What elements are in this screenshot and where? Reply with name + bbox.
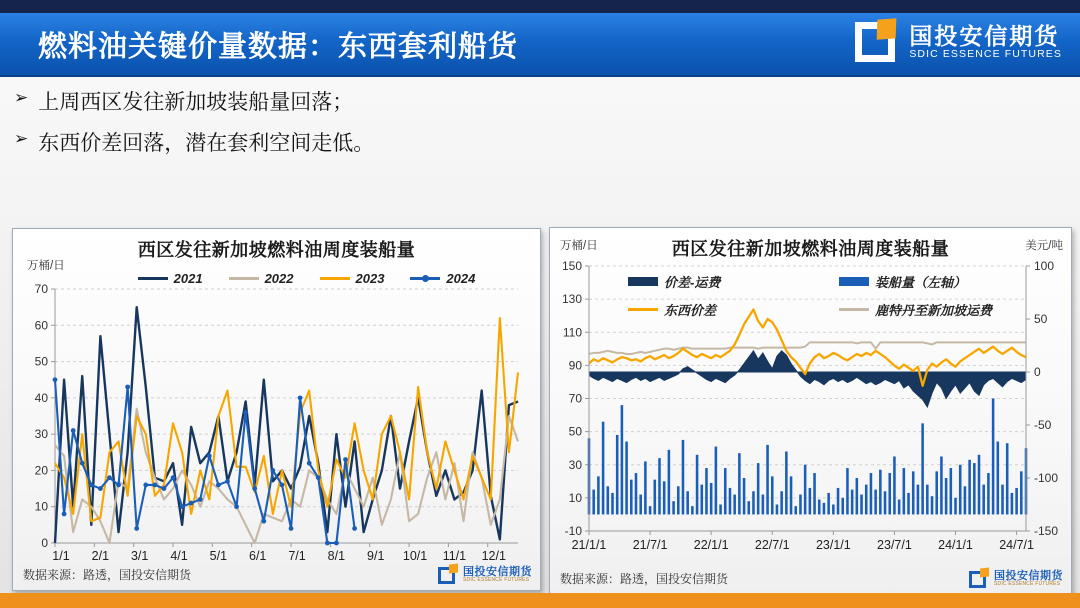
svg-text:10: 10 (34, 499, 48, 514)
svg-text:50: 50 (34, 354, 48, 369)
bullet-list (14, 86, 374, 168)
svg-text:22/1/1: 22/1/1 (693, 538, 729, 552)
line-chart-svg (21, 281, 526, 569)
footer-logo-icon (969, 568, 989, 589)
legend-label: 2023 (355, 271, 385, 286)
svg-text:20: 20 (34, 463, 48, 478)
svg-text:0: 0 (1034, 365, 1041, 379)
svg-text:30: 30 (568, 457, 582, 472)
bullet-text: 上周西区发往新加坡装船量回落； (38, 91, 354, 114)
svg-text:10: 10 (568, 490, 582, 505)
legend-label: 东西价差 (664, 303, 717, 318)
svg-text:11/1: 11/1 (442, 549, 467, 563)
svg-text:24/1/1: 24/1/1 (938, 538, 973, 552)
svg-text:0: 0 (41, 536, 48, 550)
bottom-accent-bar (0, 593, 1080, 608)
svg-text:21/7/1: 21/7/1 (632, 538, 668, 552)
bullet-item (14, 127, 374, 157)
svg-text:3/1: 3/1 (130, 549, 149, 563)
svg-text:5/1: 5/1 (209, 549, 228, 563)
legend-label: 鹿特丹至新加坡运费 (875, 303, 993, 318)
data-source-note: 数据来源：路透，国投安信期货 (560, 572, 729, 586)
bullet-text: 东西价差回落，潜在套利空间走低。 (38, 132, 375, 155)
company-logo-icon (853, 19, 897, 65)
legend-label: 装船量（左轴） (875, 275, 967, 290)
svg-text:90: 90 (568, 358, 582, 373)
svg-text:6/1: 6/1 (249, 549, 267, 563)
company-name-cn: 国投安信期货 (909, 23, 1060, 50)
top-strip (0, 0, 1080, 13)
svg-text:10/1: 10/1 (402, 549, 428, 563)
svg-text:100: 100 (1034, 259, 1055, 273)
svg-text:2/1: 2/1 (91, 549, 110, 563)
weekly-shipments-line-chart-card (12, 228, 541, 591)
card-footer (23, 564, 532, 585)
svg-text:-10: -10 (564, 524, 582, 538)
bullet-item (14, 86, 374, 116)
page-title-rest: 关键价量数据：东西套利船货 (128, 30, 519, 63)
legend-label: 2021 (173, 271, 203, 286)
svg-text:110: 110 (562, 325, 582, 340)
svg-text:8/1: 8/1 (327, 549, 346, 563)
svg-text:23/7/1: 23/7/1 (877, 538, 912, 552)
svg-text:12/1: 12/1 (481, 549, 506, 563)
spread-combo-chart-card (549, 227, 1072, 595)
svg-text:-150: -150 (1034, 524, 1059, 538)
svg-text:22/7/1: 22/7/1 (754, 538, 790, 552)
page-title-keyword: 燃料油 (38, 30, 129, 63)
svg-text:-100: -100 (1034, 471, 1059, 485)
svg-text:40: 40 (34, 390, 48, 405)
svg-text:70: 70 (568, 391, 582, 406)
footer-logo: 国投安信期货 SDIC ESSENCE FUTURES (438, 564, 532, 585)
svg-text:130: 130 (561, 292, 582, 307)
footer-logo-icon (438, 564, 458, 585)
svg-text:50: 50 (1034, 312, 1048, 326)
legend-swatch (229, 277, 259, 280)
svg-text:50: 50 (568, 424, 582, 439)
company-name-en: SDIC ESSENCE FUTURES (909, 47, 1062, 60)
svg-text:60: 60 (34, 318, 48, 333)
right-axis-unit-label: 美元/吨 (1025, 240, 1063, 252)
svg-text:1/1: 1/1 (52, 549, 70, 563)
bullet-arrow-icon: ➢ (14, 88, 29, 107)
company-logo (853, 19, 1062, 65)
page-title (38, 24, 518, 65)
svg-text:70: 70 (34, 282, 48, 296)
svg-text:23/1/1: 23/1/1 (815, 538, 851, 552)
legend-label: 2022 (264, 271, 294, 286)
left-axis-unit-label: 万桶/日 (560, 240, 598, 252)
y-axis-unit-label: 万桶/日 (27, 260, 65, 272)
legend-swatch (410, 277, 440, 280)
card-footer (560, 568, 1063, 589)
legend-swatch (320, 277, 350, 280)
svg-text:24/7/1: 24/7/1 (999, 538, 1034, 552)
combo-chart-svg (553, 258, 1068, 563)
slide-header (0, 13, 1080, 77)
svg-text:4/1: 4/1 (170, 549, 188, 563)
footer-logo: 国投安信期货 SDIC ESSENCE FUTURES (969, 568, 1063, 589)
data-source-note: 数据来源：路透，国投安信期货 (23, 568, 192, 582)
bullet-arrow-icon: ➢ (14, 129, 29, 148)
svg-text:-50: -50 (1034, 418, 1052, 432)
svg-text:7/1: 7/1 (288, 549, 306, 563)
legend-swatch (138, 277, 168, 280)
svg-text:150: 150 (561, 259, 582, 273)
chart-title: 西区发往新加坡燃料油周度装船量 (671, 239, 950, 259)
svg-text:9/1: 9/1 (367, 549, 385, 563)
legend-label: 2024 (446, 271, 476, 286)
svg-text:21/1/1: 21/1/1 (571, 538, 607, 552)
svg-text:30: 30 (34, 427, 48, 442)
chart-title: 西区发往新加坡燃料油周度装船量 (137, 240, 416, 260)
legend-label: 价差-运费 (664, 275, 721, 290)
